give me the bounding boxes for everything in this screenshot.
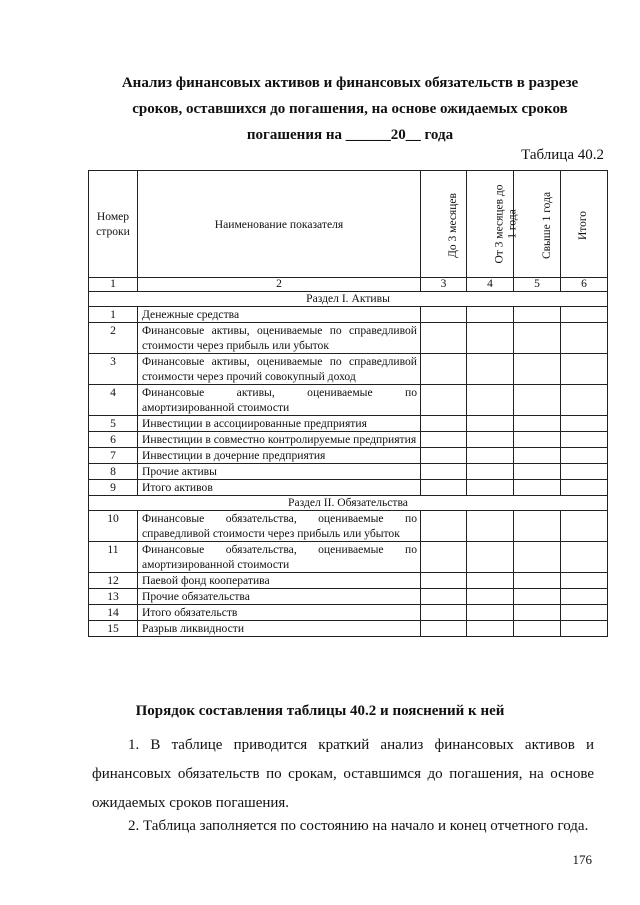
value-cell (467, 448, 514, 464)
value-cell (561, 605, 608, 621)
row-number: 14 (89, 605, 138, 621)
value-cell (514, 385, 561, 416)
row-number: 3 (89, 354, 138, 385)
value-cell (421, 511, 467, 542)
value-cell (561, 323, 608, 354)
value-cell (514, 416, 561, 432)
row-number: 11 (89, 542, 138, 573)
value-cell (421, 480, 467, 496)
row-number: 2 (89, 323, 138, 354)
table-row (89, 589, 608, 605)
header-col-4 (467, 171, 519, 278)
value-cell (561, 480, 608, 496)
value-cell (561, 464, 608, 480)
value-cell (514, 542, 561, 573)
liquidity-table (88, 170, 608, 637)
table-row (89, 432, 608, 448)
row-number: 5 (89, 416, 138, 432)
value-cell (421, 448, 467, 464)
row-number: 8 (89, 464, 138, 480)
title-line-1: Анализ финансовых активов и финансовых обязательств в разрезе (121, 75, 579, 91)
order-title: Порядок составления таблицы 40.2 и пояснений к ней (135, 703, 505, 719)
value-cell (421, 605, 467, 621)
column-number: 3 (421, 278, 467, 292)
value-cell (561, 621, 608, 637)
liabilities-rows (89, 511, 608, 637)
value-cell (467, 385, 514, 416)
row-indicator-name: Прочие активы (138, 464, 421, 480)
row-number: 15 (89, 621, 138, 637)
value-cell (561, 354, 608, 385)
value-cell (421, 323, 467, 354)
header-col-5 (514, 171, 561, 278)
table-row (89, 621, 608, 637)
section-row-assets (89, 292, 608, 307)
value-cell (514, 605, 561, 621)
column-number: 1 (89, 278, 138, 292)
row-indicator-name: Итого активов (138, 480, 421, 496)
table-row (89, 605, 608, 621)
value-cell (514, 354, 561, 385)
value-cell (421, 464, 467, 480)
value-cell (467, 307, 514, 323)
header-col-4-label (494, 184, 520, 263)
table-number: Таблица 40.2 (521, 147, 604, 163)
value-cell (561, 573, 608, 589)
table-row (89, 307, 608, 323)
value-cell (514, 464, 561, 480)
header-row-number: Номер строки (89, 171, 138, 278)
row-indicator-name: Инвестиции в совместно контролируемые предприятия (138, 432, 421, 448)
value-cell (467, 480, 514, 496)
value-cell (467, 589, 514, 605)
value-cell (561, 385, 608, 416)
value-cell (514, 511, 561, 542)
value-cell (421, 307, 467, 323)
header-col-4-line-1: От 3 месяцев до (493, 184, 506, 264)
value-cell (467, 542, 514, 573)
header-col-5-label: Свыше 1 года (541, 191, 554, 259)
column-number: 5 (514, 278, 561, 292)
column-number: 2 (138, 278, 421, 292)
value-cell (514, 573, 561, 589)
section-title-assets: Раздел I. Активы (89, 292, 608, 307)
column-number: 4 (467, 278, 514, 292)
row-number: 13 (89, 589, 138, 605)
value-cell (514, 589, 561, 605)
table-row (89, 511, 608, 542)
paragraph-2: 2. Таблица заполняется по состоянию на начало и конец отчетного года. (128, 818, 589, 834)
row-number: 12 (89, 573, 138, 589)
section-row-liabilities (89, 496, 608, 511)
row-number: 7 (89, 448, 138, 464)
assets-rows (89, 307, 608, 496)
row-indicator-name: Финансовые обязательства, оцениваемые по справедливой стоимости через прибыль или убыток (138, 511, 421, 542)
table-row (89, 542, 608, 573)
value-cell (421, 354, 467, 385)
value-cell (467, 464, 514, 480)
table-row (89, 416, 608, 432)
header-indicator: Наименование показателя (138, 171, 421, 278)
header-col-3-label: До 3 месяцев (446, 192, 459, 258)
document-title (90, 70, 610, 148)
header-row (89, 171, 608, 278)
value-cell (514, 448, 561, 464)
value-cell (421, 542, 467, 573)
table-row (89, 323, 608, 354)
table-row (89, 480, 608, 496)
row-indicator-name: Денежные средства (138, 307, 421, 323)
row-indicator-name: Инвестиции в дочерние предприятия (138, 448, 421, 464)
header-col-3 (421, 171, 467, 278)
value-cell (421, 589, 467, 605)
table-row (89, 448, 608, 464)
header-col-6 (561, 171, 608, 278)
row-indicator-name: Разрыв ликвидности (138, 621, 421, 637)
title-line-3: погашения на ______20__ года (246, 127, 454, 143)
value-cell (467, 621, 514, 637)
row-number: 1 (89, 307, 138, 323)
value-cell (421, 416, 467, 432)
value-cell (467, 511, 514, 542)
value-cell (561, 511, 608, 542)
section-title-liabilities: Раздел II. Обязательства (89, 496, 608, 511)
value-cell (561, 589, 608, 605)
value-cell (561, 448, 608, 464)
value-cell (467, 323, 514, 354)
header-col-6-label: Итого (577, 210, 590, 240)
header-col-4-line-2: 1 года (506, 209, 519, 239)
row-number: 10 (89, 511, 138, 542)
row-indicator-name: Финансовые обязательства, оцениваемые по амортизированной стоимости (138, 542, 421, 573)
table-row (89, 385, 608, 416)
row-number: 4 (89, 385, 138, 416)
value-cell (514, 307, 561, 323)
row-indicator-name: Финансовые активы, оцениваемые по амортизированной стоимости (138, 385, 421, 416)
value-cell (421, 432, 467, 448)
value-cell (514, 432, 561, 448)
row-indicator-name: Паевой фонд кооператива (138, 573, 421, 589)
value-cell (467, 354, 514, 385)
table-row (89, 354, 608, 385)
paragraph-1: 1. В таблице приводится краткий анализ финансовых активов и финансовых обязательств по срокам, оставшимся до погашения, на основе ожидаемых сроков погашения. (92, 737, 594, 811)
row-indicator-name: Финансовые активы, оцениваемые по справедливой стоимости через прибыль или убыток (138, 323, 421, 354)
value-cell (561, 416, 608, 432)
value-cell (514, 323, 561, 354)
row-indicator-name: Прочие обязательства (138, 589, 421, 605)
row-number: 6 (89, 432, 138, 448)
value-cell (467, 416, 514, 432)
row-indicator-name: Итого обязательств (138, 605, 421, 621)
value-cell (467, 432, 514, 448)
row-indicator-name: Инвестиции в ассоциированные предприятия (138, 416, 421, 432)
column-number-row (89, 278, 608, 292)
value-cell (561, 307, 608, 323)
value-cell (561, 542, 608, 573)
value-cell (421, 385, 467, 416)
page-number: 176 (572, 852, 592, 867)
value-cell (561, 432, 608, 448)
row-indicator-name: Финансовые активы, оцениваемые по справедливой стоимости через прочий совокупный доход (138, 354, 421, 385)
column-number: 6 (561, 278, 608, 292)
table-row (89, 464, 608, 480)
value-cell (514, 480, 561, 496)
value-cell (421, 621, 467, 637)
value-cell (467, 605, 514, 621)
value-cell (514, 621, 561, 637)
title-line-2: сроков, оставшихся до погашения, на основе ожидаемых сроков (132, 101, 568, 117)
table-row (89, 573, 608, 589)
value-cell (421, 573, 467, 589)
row-number: 9 (89, 480, 138, 496)
value-cell (467, 573, 514, 589)
